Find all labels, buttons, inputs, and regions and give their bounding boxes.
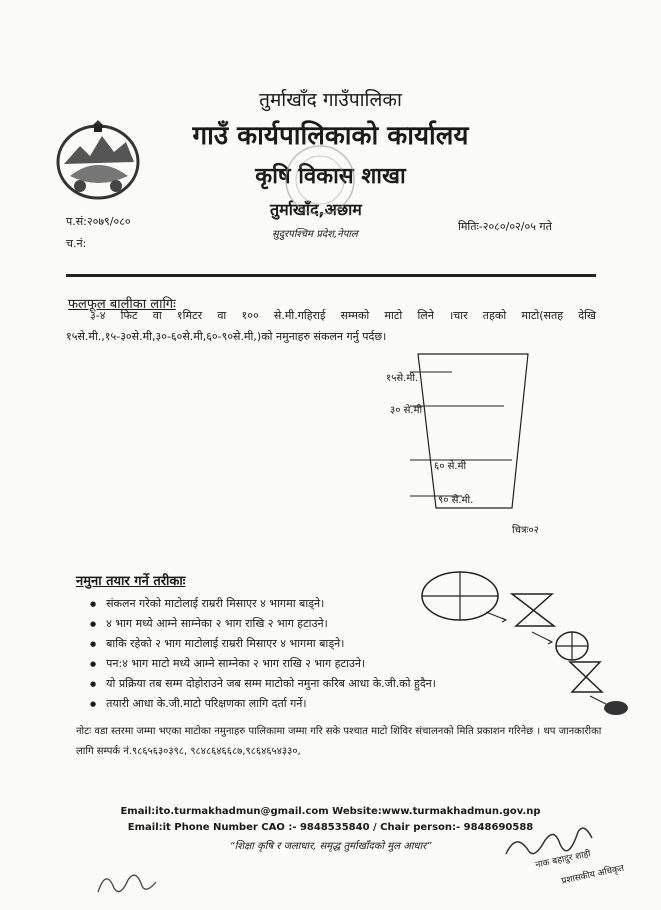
office-name: गाउँ कार्यपालिकाको कार्यालय xyxy=(192,121,469,151)
footer-email-website: Email:ito.turmakhadmun@gmail.com Website:www.turmakhadmun.gov.np xyxy=(120,806,541,817)
office-stamp-icon xyxy=(280,140,360,220)
depth-label-90: ९० से.मी. xyxy=(438,495,474,506)
address: सुदुरपश्चिम प्रदेश,नेपाल xyxy=(272,229,358,240)
list-item: ● बाकि रहेको २ भाग माटोलाई राम्ररी मिसाएर ४ भागमा बाड्ने। xyxy=(90,634,510,654)
section-paragraph: ३-४ फिट वा १मिटर वा १०० से.मी.गहिराई सम्मको माटो लिने ।चार तहको माटो(सतह देखि १५से.मी.,१५-३०से.मी,३०-६०से.मी,६०-९०से.मी,)को नमुनाहरु संकलन गर्नु पर्दछ। xyxy=(66,309,596,343)
note-text: नोटः वडा स्तरमा जम्मा भएका माटोका नमुनाहरु पालिकामा जम्मा गरि सके पश्चात माटो शिविर संचालनको मिति प्रकाशन गरिनेछ । थप जानकारीका लागि सम्पर्क नं.९८६५६३०३९८, ९८४८६४६६८७,९८६४६५४३३०, xyxy=(76,726,602,757)
quartering-diagram xyxy=(420,566,630,716)
letter-date: मितिः-२०८०/०२/०५ गते xyxy=(458,220,552,233)
list-item: ● तयारी आधा के.जी.माटो परिक्षणका लागि दर्ता गर्ने। xyxy=(90,694,510,714)
depth-label-60: ६० से.मी xyxy=(434,461,467,472)
footer-phone: Email:it Phone Number CAO :- 9848535840 / Chair person:- 9848690588 xyxy=(127,822,534,833)
section-heading-method: नमुना तयार गर्ने तरीकाः xyxy=(76,574,186,589)
depth-label-30: ३० से.मी xyxy=(390,405,423,416)
list-item: ● पन:४ भाग माटो मध्ये आम्ने साम्नेका २ भाग राखि २ भाग हटाउने। xyxy=(90,654,510,674)
footer-slogan: “शिक्षा कृषि र जलाधार, समृद्ध तुर्माखाँदको मुल आधार” xyxy=(229,841,432,852)
reference-number: प.सं:२०७९/०८० xyxy=(66,215,131,228)
figure-caption: चित्रः०२ xyxy=(512,525,539,536)
signatory-name: नाक बहादुर शाही xyxy=(534,849,592,871)
header-divider xyxy=(66,274,596,277)
municipality-name: तुर्माखाँद गाउँपालिका xyxy=(259,89,402,111)
list-item: ● ४ भाग मध्ये आम्ने साम्नेका २ भाग राखि २ भाग हटाउने। xyxy=(90,614,510,634)
branch-name: कृषि विकास शाखा xyxy=(255,164,406,189)
signatory-title: प्रशासकीय अधिकृत xyxy=(560,863,626,887)
section-heading-fruit: फलफूल बालीका लागिः xyxy=(68,297,176,312)
list-item: ● यो प्रक्रिया तब सम्म दोहोराउने जब सम्म माटोको नमुना करिब आधा के.जी.को हुदैन। xyxy=(90,674,510,694)
location-name: तुर्माखाँद,अछाम xyxy=(270,200,362,219)
list-item: ● संकलन गरेको माटोलाई राम्ररी मिसाएर ४ भागमा बाड्ने। xyxy=(90,594,510,614)
depth-label-15: १५से.मी. xyxy=(386,373,419,384)
dispatch-number: च.नं: xyxy=(66,237,87,250)
initials-icon xyxy=(92,862,162,902)
